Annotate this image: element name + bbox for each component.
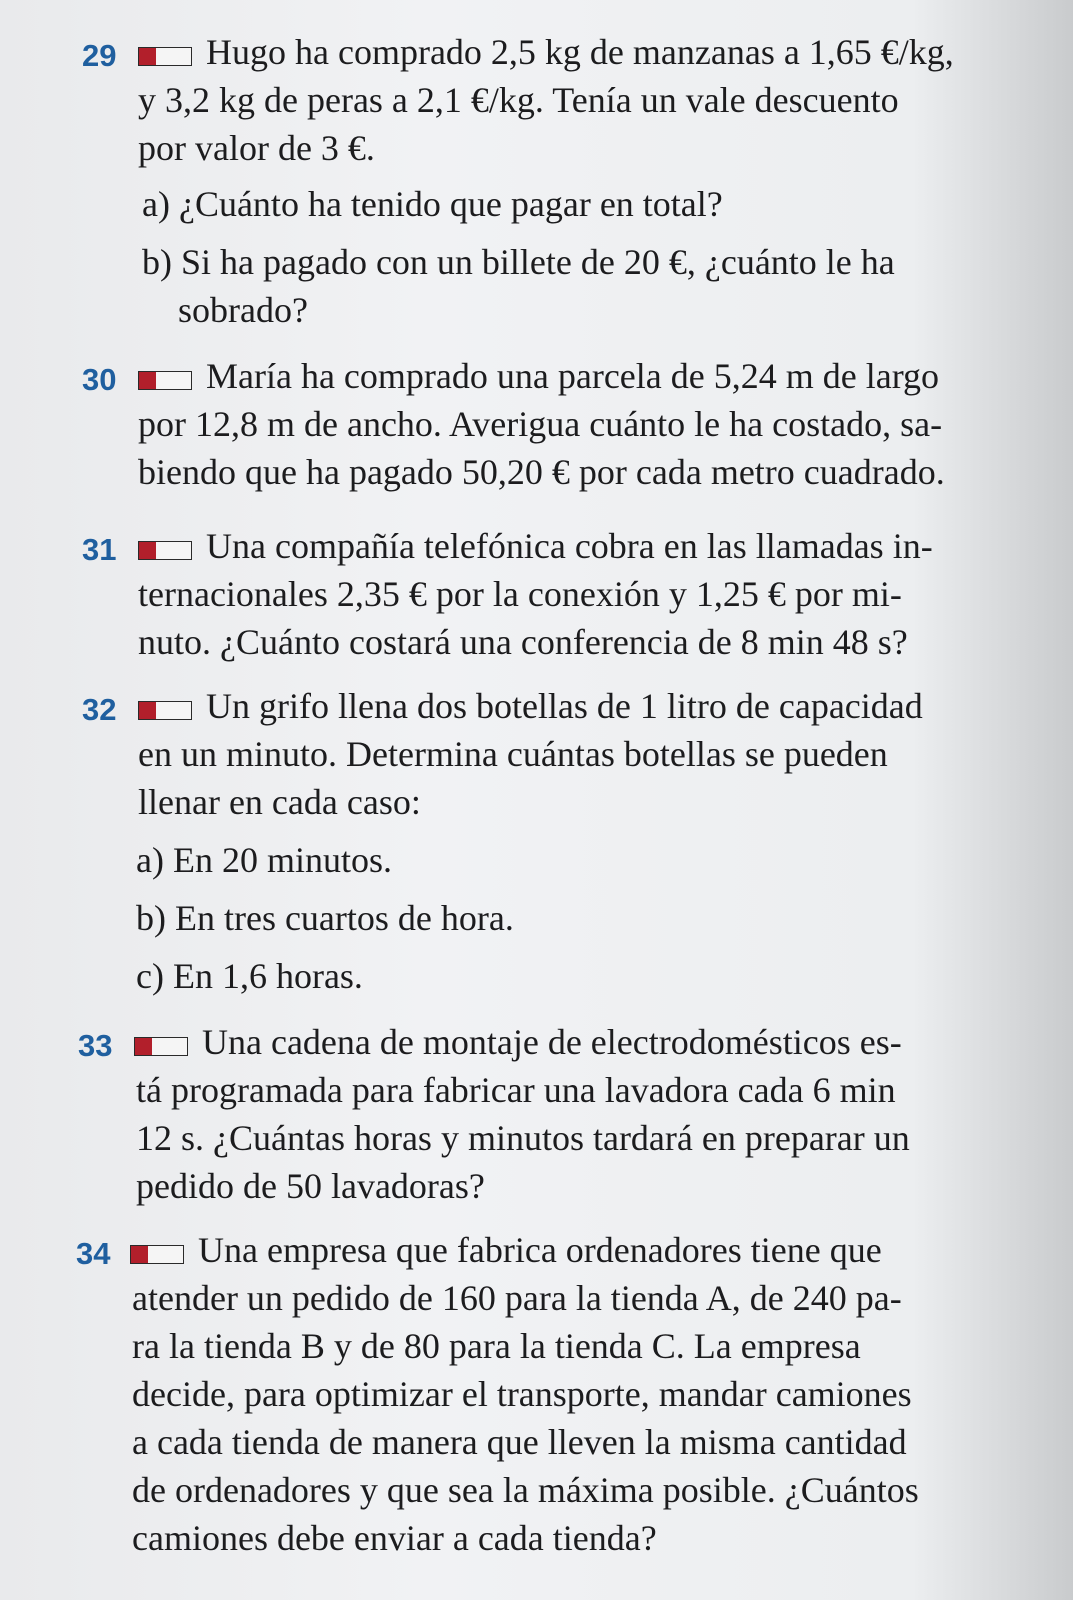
problem-number: 30: [82, 362, 117, 397]
problem-text-line: Una compañía telefónica cobra en las llamadas in-: [206, 526, 933, 566]
problem-text-line: Hugo ha comprado 2,5 kg de manzanas a 1,65 €/kg,: [206, 32, 954, 72]
problem-text-line: a cada tienda de manera que lleven la misma cantidad: [132, 1422, 907, 1462]
problem-text-line: camiones debe enviar a cada tienda?: [132, 1518, 657, 1558]
problem-text-line: de ordenadores y que sea la máxima posible. ¿Cuántos: [132, 1470, 919, 1510]
sub-question-a: a) ¿Cuánto ha tenido que pagar en total?: [142, 184, 723, 224]
problem-text-line: atender un pedido de 160 para la tienda A, de 240 pa-: [132, 1278, 902, 1318]
problem-text-line: decide, para optimizar el transporte, mandar camiones: [132, 1374, 912, 1414]
difficulty-level-icon: [138, 47, 192, 66]
difficulty-level-icon: [138, 541, 192, 560]
problem-number: 33: [78, 1028, 113, 1063]
problem-text-line: en un minuto. Determina cuántas botellas se pueden: [138, 734, 888, 774]
problem-text-line: por 12,8 m de ancho. Averigua cuánto le ha costado, sa-: [138, 404, 943, 444]
sub-question-c: c) En 1,6 horas.: [136, 956, 363, 996]
problem-text-line: por valor de 3 €.: [138, 128, 375, 168]
problem-number: 29: [82, 38, 117, 73]
problem-text-line: tá programada para fabricar una lavadora cada 6 min: [136, 1070, 896, 1110]
problem-text-line: biendo que ha pagado 50,20 € por cada metro cuadrado.: [138, 452, 945, 492]
problem-text-line: ra la tienda B y de 80 para la tienda C. La empresa: [132, 1326, 861, 1366]
sub-question-b: b) En tres cuartos de hora.: [136, 898, 514, 938]
problem-number: 31: [82, 532, 117, 567]
problem-text-line: nuto. ¿Cuánto costará una conferencia de 8 min 48 s?: [138, 622, 908, 662]
problem-number: 34: [76, 1236, 111, 1271]
problem-text-line: Una empresa que fabrica ordenadores tiene que: [198, 1230, 882, 1270]
sub-question-b: b) Si ha pagado con un billete de 20 €, ¿cuánto le ha: [142, 242, 895, 282]
problem-text-line: Un grifo llena dos botellas de 1 litro de capacidad: [206, 686, 923, 726]
difficulty-level-icon: [130, 1245, 184, 1264]
difficulty-level-icon: [138, 371, 192, 390]
problem-text-line: y 3,2 kg de peras a 2,1 €/kg. Tenía un vale descuento: [138, 80, 899, 120]
sub-question-a: a) En 20 minutos.: [136, 840, 392, 880]
problem-text-line: Una cadena de montaje de electrodomésticos es-: [202, 1022, 902, 1062]
problem-text-line: 12 s. ¿Cuántas horas y minutos tardará en preparar un: [136, 1118, 910, 1158]
problem-number: 32: [82, 692, 117, 727]
sub-question-b-cont: sobrado?: [178, 290, 308, 330]
difficulty-level-icon: [138, 701, 192, 720]
problem-text-line: María ha comprado una parcela de 5,24 m de largo: [206, 356, 940, 396]
problem-text-line: pedido de 50 lavadoras?: [136, 1166, 485, 1206]
difficulty-level-icon: [134, 1037, 188, 1056]
problem-text-line: llenar en cada caso:: [138, 782, 421, 822]
problem-text-line: ternacionales 2,35 € por la conexión y 1,25 € por mi-: [138, 574, 902, 614]
